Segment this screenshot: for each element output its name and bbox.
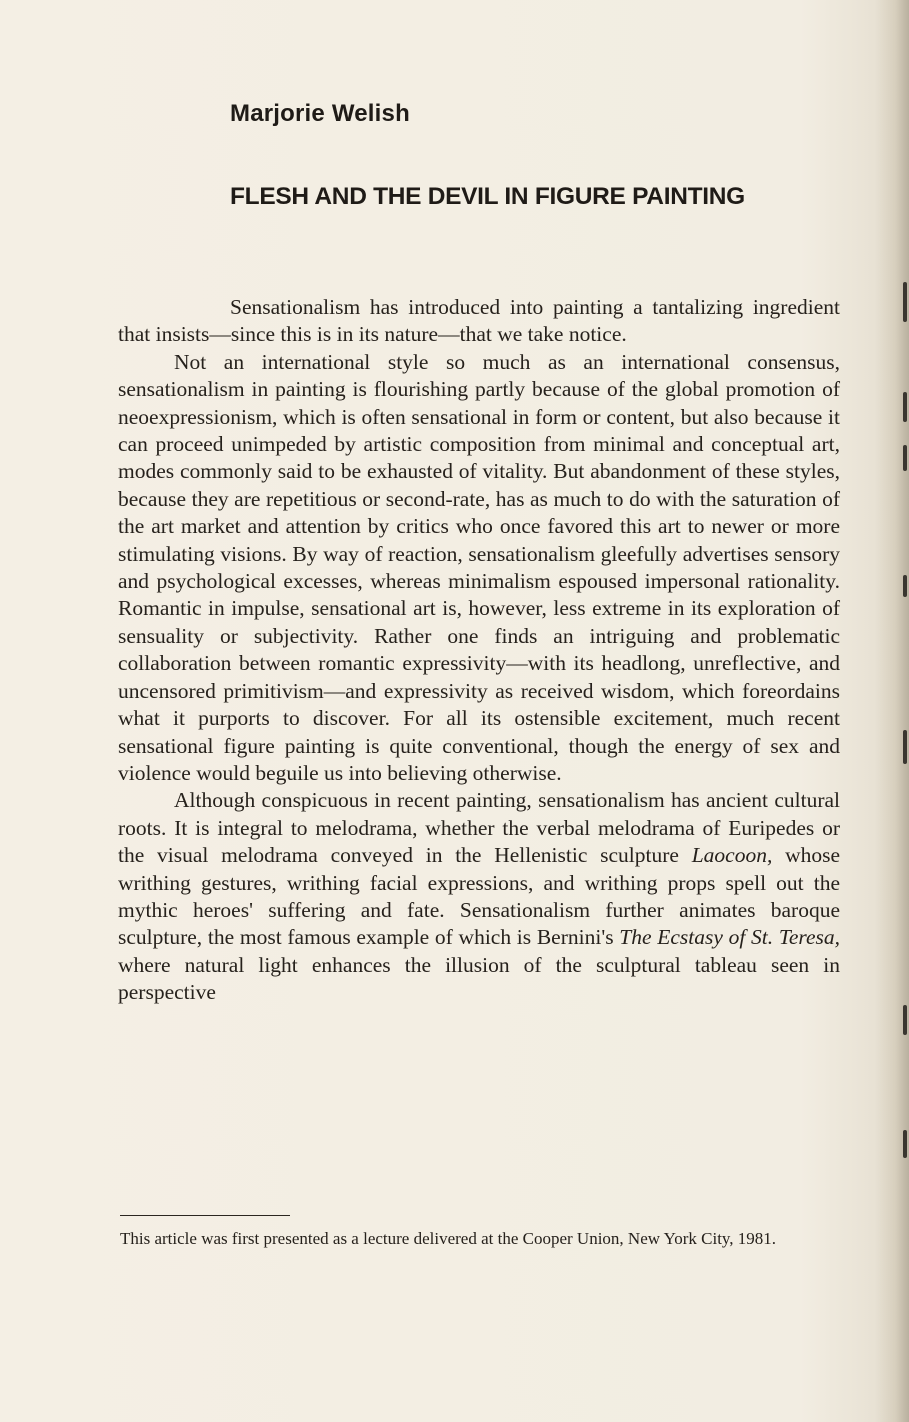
footnote-divider: [120, 1215, 290, 1216]
body-paragraph: Not an international style so much as an international consensus, sensationalism in painting is flourishing partly because of the global promotion of neoexpressionism, which is often sensational in form or content, but also because it can proceed unimpeded by artistic composition from minimal and conceptual art, modes commonly said to be exhausted of vitality. But abandonment of these styles, because they are repetitious or second-rate, has as much to do with the saturation of the art market and attention by critics who once favored this art to newer or more stimulating visions. By way of reaction, sensationalism gleefully advertises sensory and psychological excesses, whereas minimalism espoused impersonal rationality. Romantic in impulse, sensational art is, however, less extreme in its exploration of sensuality or subjectivity. Rather one finds an intriguing and problematic collaboration between romantic expressivity—with its headlong, unreflective, and uncensored primitivism—and expressivity as received wisdom, which foreordains what it purports to discover. For all its ostensible excitement, much recent sensational figure painting is quite conventional, though the energy of sex and violence would beguile us into believing otherwise.: [118, 349, 840, 785]
gutter-mark: [903, 392, 907, 422]
footnote: This article was first presented as a lecture delivered at the Cooper Union, New York City, 1981.: [120, 1229, 777, 1248]
paragraph-text: where natural light enhances the illusion of the sculptural tableau seen in perspective: [118, 952, 840, 1005]
gutter-mark: [903, 282, 907, 322]
gutter-mark: [903, 1130, 907, 1158]
gutter-mark: [903, 1005, 907, 1035]
article-title: FLESH AND THE DEVIL IN FIGURE PAINTING: [230, 183, 745, 210]
body-paragraph: Sensationalism has introduced into painting a tantalizing ingredient that insists—since this is in its nature—that we take notice.: [118, 295, 840, 347]
paragraph-text: Although conspicuous in recent painting, sensationalism has ancient cultural roots. It is integral to melodrama, whether the verbal melodrama of Euripedes or the visual melodrama conveyed in the Hellenistic sculpture: [118, 788, 840, 868]
gutter-mark: [903, 445, 907, 471]
artwork-title: Laocoon,: [691, 843, 773, 868]
author-name: Marjorie Welish: [230, 100, 410, 127]
body-paragraph: [118, 787, 840, 1006]
page-gutter-shadow: [875, 0, 909, 1422]
gutter-mark: [903, 730, 907, 764]
article-body: [118, 294, 840, 1007]
gutter-mark: [903, 575, 907, 597]
artwork-title: The Ecstasy of St. Teresa,: [619, 925, 840, 950]
paragraph-text: whose writhing gestures, writhing facial expressions, and writhing props spell out the mythic heroes' suffering and fate. Sensationalism further animates baroque sculpture, the most famous example of which is Bernini's: [118, 843, 841, 950]
